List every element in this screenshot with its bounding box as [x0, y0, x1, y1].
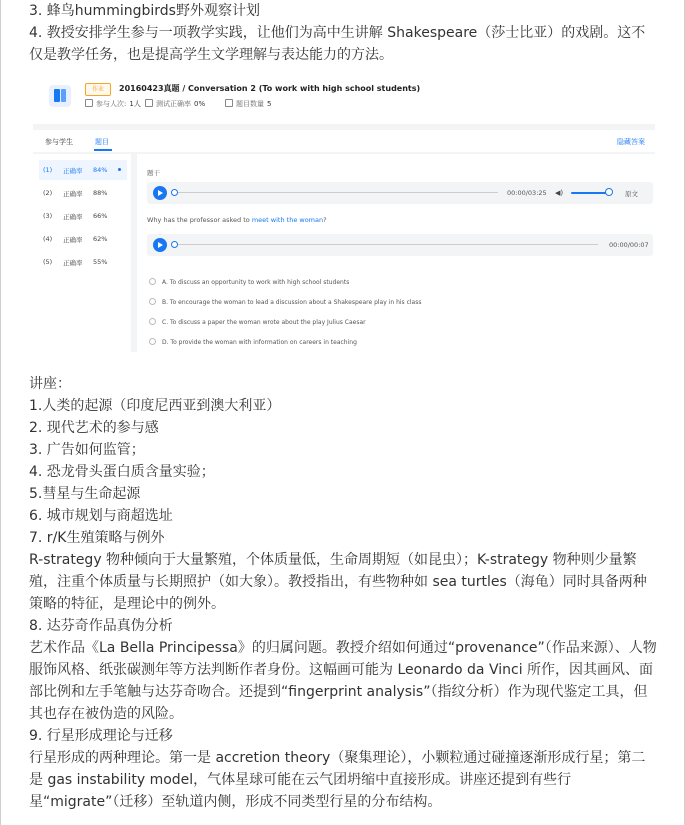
question-main-panel — [137, 154, 655, 352]
lecture-heading: 讲座： — [29, 376, 71, 392]
lecture-item-4: 4. 恐龙骨头蛋白质含量实验； — [29, 464, 215, 480]
question-text: Why has the professor asked to meet with the woman? — [147, 216, 327, 224]
option-d[interactable]: D. To provide the woman with information on careers in teaching — [149, 338, 357, 346]
lecture-item-9-desc: 行星形成的两种理论。第一是 accretion theory（聚集理论），小颗粒通过碰撞逐渐形成行星；第二是 gas instability model，气体星球可能在云气团坍缩中直接形成。讲座还提到有些行星“migrate”（迁移）至轨道内侧，形成不同类型行星的分布结构。 — [29, 750, 646, 810]
question-item-4[interactable]: (4) 正确率 62% — [43, 235, 108, 244]
progress-knob[interactable] — [171, 189, 178, 196]
lecture-item-7: 7. r/K生殖策略与例外 — [29, 530, 165, 546]
progress-track[interactable] — [178, 192, 498, 193]
lecture-item-5: 5.彗星与生命起源 — [29, 486, 141, 502]
lecture-item-1: 1.人类的起源（印度尼西亚到澳大利亚） — [29, 398, 281, 414]
play-icon[interactable] — [153, 238, 167, 252]
volume-icon[interactable]: ◀) — [555, 189, 564, 197]
lecture-section — [29, 373, 659, 813]
question-item-5[interactable]: (5) 正确率 55% — [43, 258, 108, 267]
option-c[interactable]: C. To discuss a paper the woman wrote about the play Julius Caesar — [149, 318, 366, 326]
volume-slider[interactable] — [571, 192, 607, 194]
user-icon — [85, 99, 93, 107]
homework-tag: 作业 — [85, 83, 111, 96]
lecture-item-2: 2. 现代艺术的参与感 — [29, 420, 159, 436]
transcript-button[interactable]: 原文 — [625, 190, 638, 198]
question-item-3[interactable]: (3) 正确率 66% — [43, 212, 108, 221]
radio-icon — [149, 298, 156, 305]
audio-time: 00:00/00:07 — [609, 241, 649, 249]
lecture-item-7-desc: R-strategy 物种倾向于大量繁殖，个体质量低，生命周期短（如昆虫）；K-strategy 物种则少量繁殖，注重个体质量与长期照护（如大象）。教授指出，有些物种如 sea turtles（海龟）同时具备两种策略的特征，是理论中的例外。 — [29, 552, 647, 612]
question-link: meet with the woman — [251, 216, 324, 224]
tab-participants[interactable]: 参与学生 — [45, 138, 73, 146]
play-icon[interactable] — [153, 186, 167, 200]
question-item-1[interactable]: (1) 正确率 84% — [39, 160, 127, 180]
tabs-bar — [33, 130, 655, 152]
embedded-screenshot-card — [33, 72, 655, 352]
card-title: 20160423真题 / Conversation 2 (To work with high school students) — [119, 84, 421, 93]
card-header — [33, 72, 655, 124]
radio-icon — [149, 318, 156, 325]
intro-line-4: 4. 教授安排学生参与一项教学实践，让他们为高中生讲解 Shakespeare（莎士比亚）的戏剧。这不仅是教学任务，也是提高学生文学理解与表达能力的方法。 — [29, 25, 646, 63]
lecture-item-6: 6. 城市规划与商超选址 — [29, 508, 173, 524]
lecture-item-3: 3. 广告如何监管； — [29, 442, 145, 458]
audio-player-question — [147, 234, 653, 256]
radio-icon — [149, 278, 156, 285]
check-icon — [145, 99, 153, 107]
list-icon — [225, 99, 233, 107]
option-a[interactable]: A. To discuss an opportunity to work with high school students — [149, 278, 349, 286]
stem-label: 题干 — [147, 169, 160, 177]
progress-knob[interactable] — [171, 241, 178, 248]
audio-player-stem — [147, 182, 653, 204]
document-icon — [49, 85, 71, 107]
question-sidebar — [33, 154, 131, 352]
meta-count: 题目数量 5 — [225, 99, 271, 109]
question-item-2[interactable]: (2) 正确率 88% — [43, 189, 108, 198]
meta-participants: 参与人次: 1人 — [85, 99, 141, 109]
active-dot-icon — [118, 168, 121, 171]
radio-icon — [149, 338, 156, 345]
lecture-item-9: 9. 行星形成理论与迁移 — [29, 728, 173, 744]
hide-answer-toggle[interactable]: 隐藏答案 — [617, 138, 645, 146]
volume-knob[interactable] — [605, 188, 613, 196]
tab-questions[interactable]: 题目 — [95, 138, 109, 146]
progress-track[interactable] — [178, 244, 598, 245]
active-tab-indicator — [94, 149, 112, 151]
meta-accuracy: 测试正确率 0% — [145, 99, 205, 109]
option-b[interactable]: B. To encourage the woman to lead a discussion about a Shakespeare play in his class — [149, 298, 421, 306]
audio-time: 00:00/03:25 — [507, 189, 547, 197]
intro-line-3: 3. 蜂鸟hummingbirds野外观察计划 — [29, 3, 260, 19]
lecture-item-8: 8. 达芬奇作品真伪分析 — [29, 618, 173, 634]
lecture-item-8-desc: 艺术作品《La Bella Principessa》的归属问题。教授介绍如何通过“provenance”（作品来源）、人物服饰风格、纸张碳测年等方法判断作者身份。这幅画可能为 Leonardo da Vinci 所作，因其画风、面部比例和左手笔触与达芬奇吻合。还提到“fingerprint analysis”（指纹分析）作为现代鉴定工具，但其也存在被伪造的风险。 — [29, 640, 657, 722]
